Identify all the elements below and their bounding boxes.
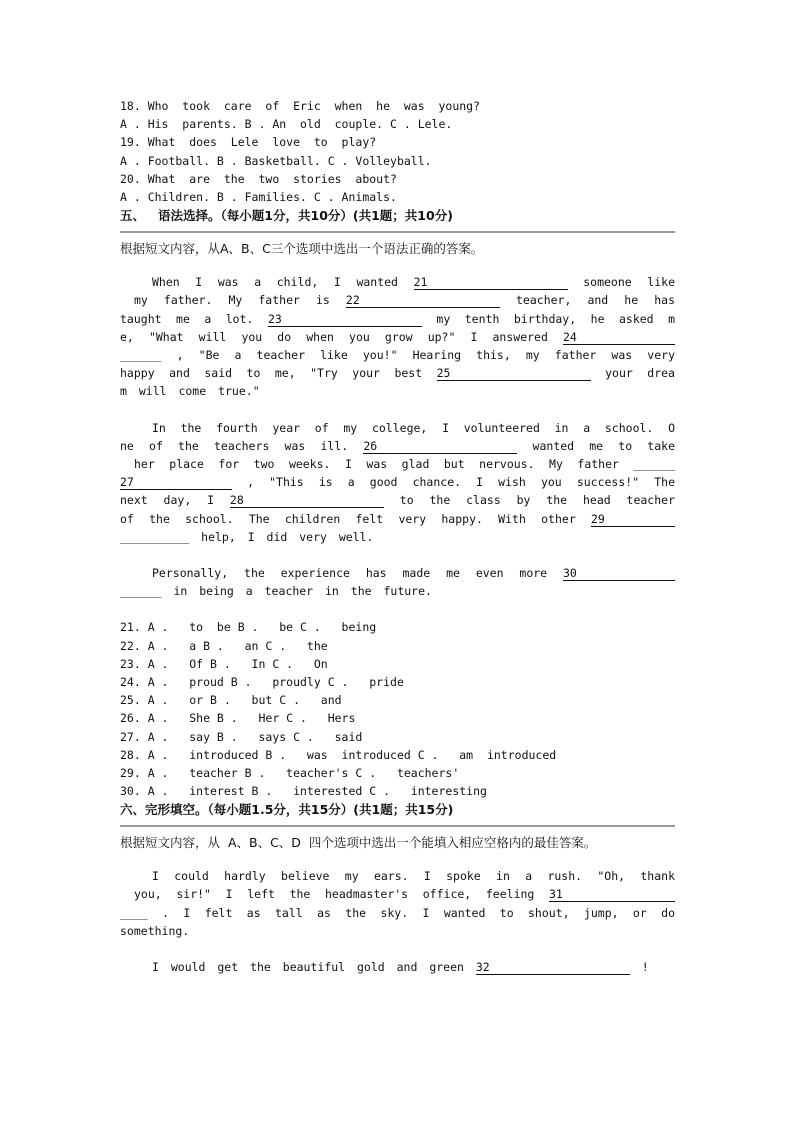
section-5-title: 五、 语法选择。（每小题1分，共10分）(共1题；共10分) [120,208,453,224]
blank-31[interactable]: 31 [549,887,675,902]
blank-22[interactable]: 22 [346,293,500,308]
blank-26[interactable]: 26 [363,439,517,454]
passage-line: ______ in being a teacher in the future. [120,584,432,599]
options-29: 29. A . teacher B . teacher's C . teachers' [120,765,460,780]
section-divider [120,825,675,827]
options-22: 22. A . a B . an C . the [120,638,328,653]
passage2-paragraph2 [120,958,675,976]
blank-29[interactable]: 29 [591,512,675,527]
blank-25[interactable]: 25 [437,366,591,381]
options-24: 24. A . proud B . proudly C . pride [120,674,404,689]
blank-28[interactable]: 28 [230,493,384,508]
passage-line: I could hardly believe my ears. I spoke in a rush. "Oh, thank [152,869,675,884]
options-21: 21. A . to be B . be C . being [120,620,377,635]
passage1-paragraph1 [120,273,675,400]
passage-line: her place for two weeks. I was glad but nervous. My father ______ [134,456,675,471]
passage-line: __________ help, I did very well. [120,529,374,544]
options-27: 27. A . say B . says C . said [120,729,363,744]
blank-23[interactable]: 23 [268,312,422,327]
passage-line: I would get the beautiful gold and green 32 ! [152,960,649,975]
section-5-instruction: 根据短文内容，从A、B、C三个选项中选出一个语法正确的答案。 [120,241,484,257]
worksheet-page [120,97,675,976]
passage-line: happy and said to me, "Try your best 25 your drea [120,366,675,381]
passage-line: 27 , "This is a good chance. I wish you success!" The [120,475,675,490]
passage1-paragraph2 [120,419,675,546]
passage-line: next day, I 28 to the class by the head teacher [120,493,675,508]
options-30: 30. A . interest B . interested C . interesting [120,784,487,799]
passage-line: ne of the teachers was ill. 26 wanted me to take [120,438,675,453]
passage-line: taught me a lot. 23 my tenth birthday, he asked m [120,311,675,326]
passage-line: m will come true." [120,384,260,399]
blank-21[interactable]: 21 [414,275,568,290]
blank-30[interactable]: 30 [563,566,675,581]
passage1-paragraph3 [120,564,675,600]
options-23: 23. A . Of B . In C . On [120,656,328,671]
passage-line: of the school. The children felt very happy. With other 29 [120,510,675,528]
section-divider [120,231,675,233]
passage-line: ____ . I felt as tall as the sky. I wanted to shout, jump, or do [120,905,675,920]
question-18: 18. Who took care of Eric when he was young? [120,99,481,113]
passage-line: When I was a child, I wanted 21 someone like [152,275,675,290]
passage-line: you, sir!" I left the headmaster's office, feeling 31 [120,885,675,903]
options-20: A . Children. B . Families. C . Animals. [120,189,397,204]
question-19: 19. What does Lele love to play? [120,135,377,150]
options-18: A . His parents. B . An old couple. C . Lele. [120,117,453,132]
passage-line: Personally, the experience has made me even more 30 [120,564,675,582]
options-25: 25. A . or B . but C . and [120,693,342,708]
options-19: A . Football. B . Basketball. C . Volleyball. [120,153,432,168]
options-26: 26. A . She B . Her C . Hers [120,711,356,726]
passage-line: my father. My father is 22 teacher, and he has [134,293,675,308]
blank-32[interactable]: 32 [476,960,630,975]
section-6-title: 六、完形填空。（每小题1.5分，共15分）(共1题；共15分) [120,802,454,818]
passage-line: something. [120,923,190,938]
options-28: 28. A . introduced B . was introduced C . am introduced [120,747,557,762]
blank-24[interactable]: 24 [563,330,675,345]
blank-27[interactable]: 27 [120,475,232,490]
section-6-instruction: 根据短文内容，从 A、B、C、D 四个选项中选出一个能填入相应空格内的最佳答案。 [120,835,597,851]
question-20: 20. What are the two stories about? [120,171,397,186]
passage2-paragraph1 [120,867,675,940]
passage-line: e, "What will you do when you grow up?" I answered 24 [120,328,675,346]
passage-line: ______ , "Be a teacher like you!" Hearing this, my father was very [120,347,675,362]
passage-line: In the fourth year of my college, I volunteered in a school. O [152,420,675,435]
